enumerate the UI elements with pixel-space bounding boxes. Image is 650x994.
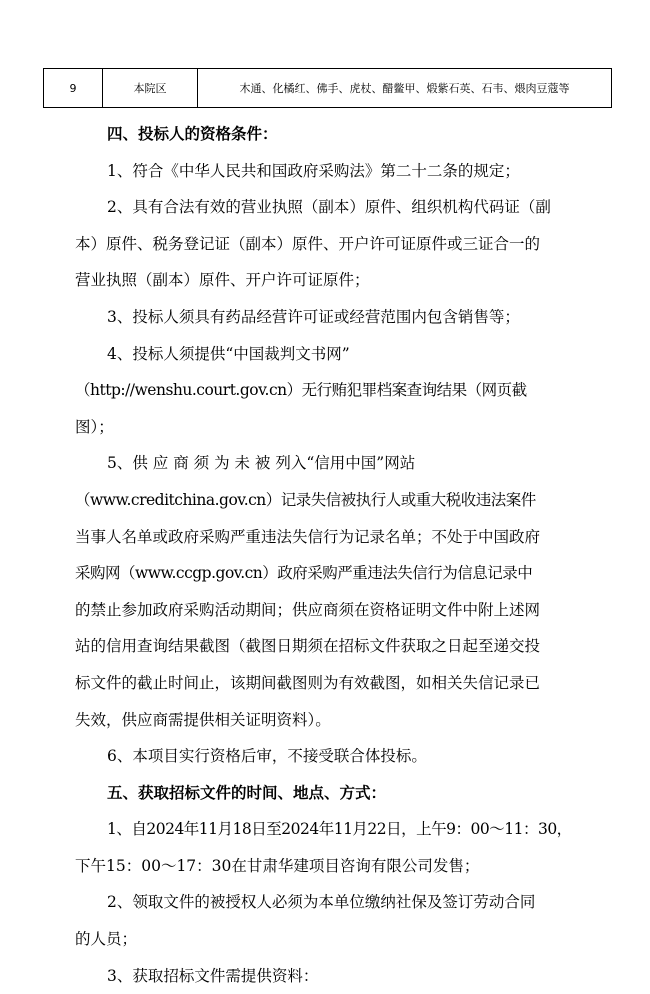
section-4-item-2-line-3: 营业执照（副本）原件、开户许可证原件； [75, 271, 370, 290]
row-number-cell: 9 [44, 69, 103, 108]
section-4-item-5-line-8: 失效，供应商需提供相关证明资料）。 [75, 710, 331, 729]
section-4-item-5-line-5: 的禁止参加政府采购活动期间；供应商须在资格证明文件中附上述网 [75, 600, 541, 619]
section-4-item-5-line-1: 5、供 应 商 须 为 未 被 列入“信用中国”网站 [107, 454, 416, 473]
section-5-item-2-line-1: 2、领取文件的被授权人必须为本单位缴纳社保及签订劳动合同 [107, 893, 536, 912]
campus-cell: 本院区 [103, 69, 198, 108]
section-4-item-5-line-6: 站的信用查询结果截图（截图日期须在招标文件获取之日起至递交投 [75, 637, 541, 656]
section-4-item-5-line-4: 采购网（www.ccgp.gov.cn）政府采购严重违法失信行为信息记录中 [75, 564, 533, 583]
section-5-item-3: 3、获取招标文件需提供资料： [107, 966, 319, 985]
items-cell: 木通、化橘红、佛手、虎杖、醋鳖甲、煅紫石英、石韦、煨肉豆蔻等 [198, 69, 612, 108]
procurement-table [43, 68, 612, 108]
section-4-item-2-line-1: 2、具有合法有效的营业执照（副本）原件、组织机构代码证（副 [107, 198, 551, 217]
section-4-item-3: 3、投标人须具有药品经营许可证或经营范围内包含销售等； [107, 307, 520, 326]
section-4-item-5-line-3: 当事人名单或政府采购严重违法失信行为记录名单；不处于中国政府 [75, 527, 541, 546]
section-5-item-1-line-1: 1、自2024年11月18日至2024年11月22日，上午9：00～11：30， [107, 820, 572, 839]
section-5-item-1-line-2: 下午15：00～17：30在甘肃华建项目咨询有限公司发售； [75, 856, 480, 875]
section-4-heading: 四、投标人的资格条件： [107, 124, 278, 143]
table-row [44, 69, 612, 108]
section-4-item-1: 1、符合《中华人民共和国政府采购法》第二十二条的规定； [107, 161, 520, 180]
document-body [75, 116, 610, 994]
section-4-item-4-line-1: 4、投标人须提供“中国裁判文书网” [107, 344, 350, 363]
section-4-item-5-line-2: （www.creditchina.gov.cn）记录失信被执行人或重大税收违法案件 [75, 490, 536, 509]
section-4-item-6: 6、本项目实行资格后审，不接受联合体投标。 [107, 747, 427, 766]
section-4-item-5-line-7: 标文件的截止时间止，该期间截图则为有效截图，如相关失信记录已 [75, 673, 541, 692]
section-4-item-4-line-2: （http://wenshu.court.gov.cn）无行贿犯罪档案查询结果（网页截 [75, 381, 527, 400]
section-4-item-2-line-2: 本）原件、税务登记证（副本）原件、开户许可证原件或三证合一的 [75, 234, 541, 253]
section-4-item-4-line-3: 图）； [75, 417, 114, 436]
section-5-item-2-line-2: 的人员； [75, 930, 138, 949]
section-5-heading: 五、获取招标文件的时间、地点、方式： [107, 782, 387, 802]
